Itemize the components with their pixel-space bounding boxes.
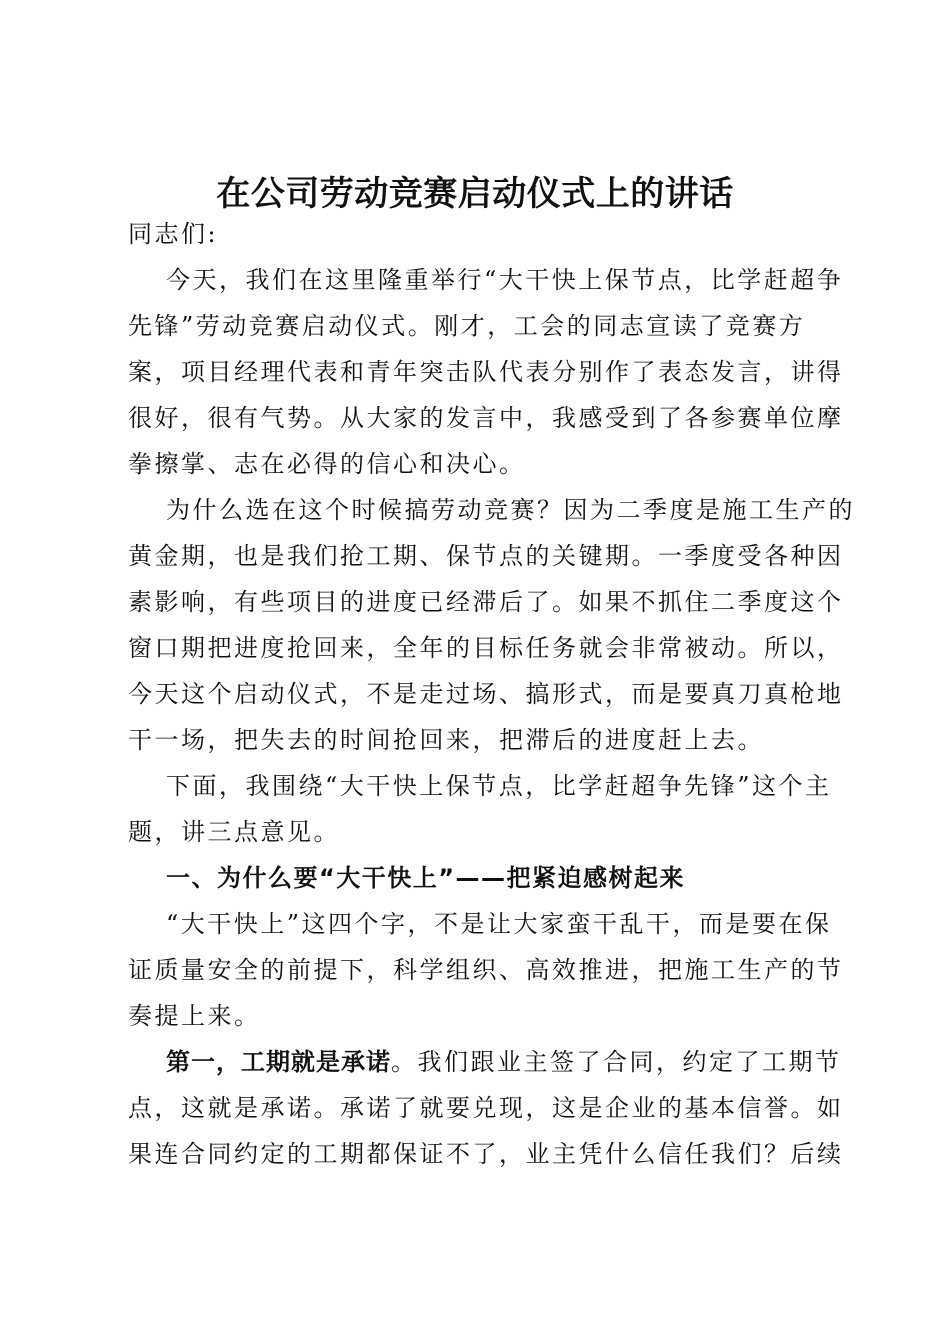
document-title: 在公司劳动竞赛启动仪式上的讲话: [216, 174, 734, 214]
paragraph-line: 素影响，有些项目的进度已经滞后了。如果不抓住二季度这个: [128, 588, 844, 616]
paragraph-intro: [128, 257, 844, 487]
paragraph-line: 窗口期把进度抢回来，全年的目标任务就会非常被动。所以，: [128, 634, 844, 662]
paragraph-line: 先锋”劳动竞赛启动仪式。刚才，工会的同志宣读了竞赛方: [128, 312, 806, 340]
paragraph-line: 证质量安全的前提下，科学组织、高效推进，把施工生产的节: [128, 956, 844, 984]
paragraph-line: 黄金期，也是我们抢工期、保节点的关键期。一季度受各种因: [128, 542, 844, 570]
paragraph-line: 奏提上来。: [128, 1002, 261, 1030]
point-lead: 第一，工期就是承诺: [166, 1048, 391, 1076]
paragraph-line: 果连合同约定的工期都保证不了，业主凭什么信任我们？后续: [128, 1140, 844, 1168]
paragraph-meaning: [128, 901, 844, 1039]
paragraph-line: 今天，我们在这里隆重举行“大干快上保节点，比学赶超争: [166, 266, 844, 294]
paragraph-line: 题，讲三点意见。: [128, 818, 340, 846]
paragraph-line: 干一场，把失去的时间抢回来，把滞后的进度赶上去。: [128, 726, 764, 754]
paragraph-line: 为什么选在这个时候搞劳动竞赛？因为二季度是施工生产的: [166, 496, 855, 524]
paragraph-line: 今天这个启动仪式，不是走过场、搞形式，而是要真刀真枪地: [128, 680, 844, 708]
section-heading-1: 一、为什么要“大干快上”——把紧迫感树起来: [166, 864, 686, 892]
paragraph-line: “大干快上”这四个字，不是让大家蛮干乱干，而是要在保: [166, 910, 832, 938]
paragraph-why-now: [128, 487, 855, 763]
paragraph-line: 案，项目经理代表和青年突击队代表分别作了表态发言，讲得: [128, 358, 844, 386]
paragraph-outline: [128, 763, 830, 855]
paragraph-line: 下面，我围绕“大干快上保节点，比学赶超争先锋”这个主: [166, 772, 832, 800]
paragraph-line: 很好，很有气势。从大家的发言中，我感受到了各参赛单位摩: [128, 404, 844, 432]
paragraph-point-one: [128, 1039, 844, 1177]
point-rest: 。我们跟业主签了合同，约定了工期节: [391, 1048, 842, 1076]
salutation: 同志们:: [128, 220, 219, 248]
paragraph-line: 点，这就是承诺。承诺了就要兑现，这是企业的基本信誉。如: [128, 1094, 844, 1122]
paragraph-line: [128, 1039, 842, 1085]
paragraph-line: 拳擦掌、志在必得的信心和决心。: [128, 450, 526, 478]
document-body: [128, 211, 855, 1177]
